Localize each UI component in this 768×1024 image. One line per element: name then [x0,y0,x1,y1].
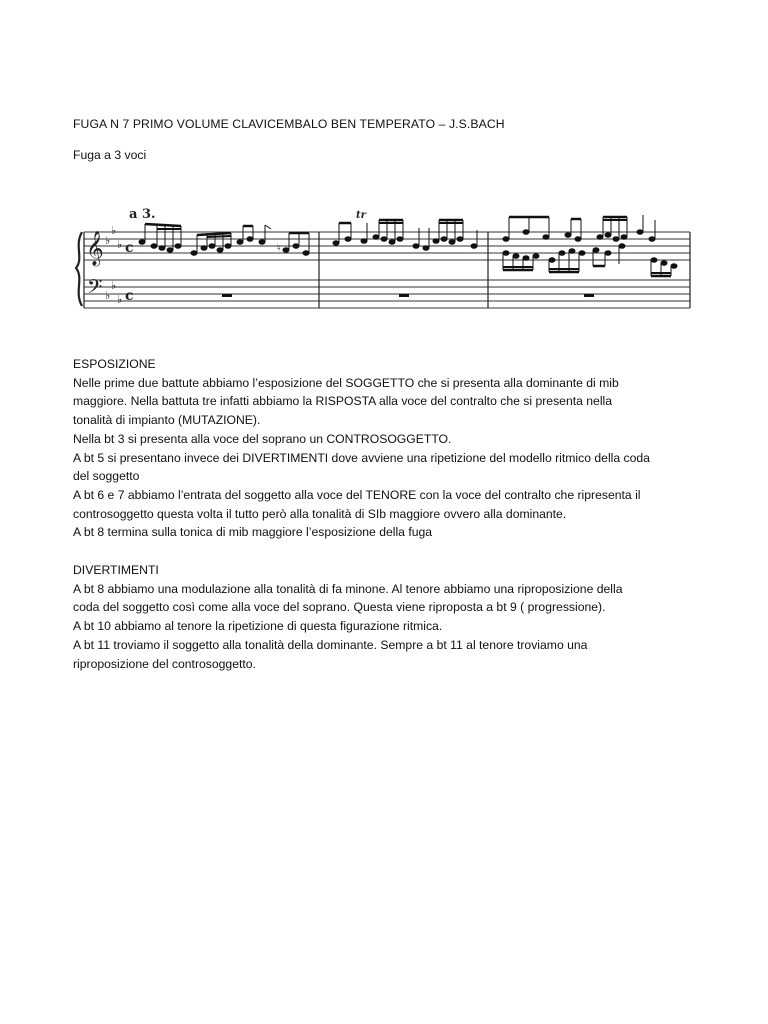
measure-1-notes [139,224,309,255]
paragraph-line: tonalità di impianto (MUTAZIONE). [73,413,261,428]
document-subtitle: Fuga a 3 voci [73,148,147,162]
paragraph-line: A bt 11 troviamo il soggetto alla tonalità della dominante. Sempre a bt 11 al tenore troviamo una [73,637,588,652]
paragraph-line: coda del soggetto così come alla voce del soprano. Questa viene riproposta a bt 9 ( progressione). [73,600,606,615]
svg-text:♭: ♭ [117,293,123,306]
paragraph-line: A bt 6 e 7 abbiamo l’entrata del soggetto alla voce del TENORE con la voce del contralto che ripresenta il [73,487,641,502]
key-signature-treble [105,224,122,251]
section-divertimenti [73,561,713,673]
section-esposizione [73,355,713,542]
bass-clef-icon: 𝄢 [87,275,103,303]
svg-text:♭: ♭ [105,289,111,302]
section-heading: ESPOSIZIONE [73,357,156,371]
trill-marking: tr [356,210,366,221]
svg-text:♭: ♭ [117,238,123,251]
paragraph-line: del soggetto [73,469,140,484]
whole-rest-measure-1 [222,294,232,297]
document-title: FUGA N 7 PRIMO VOLUME CLAVICEMBALO BEN TEMPERATO – J.S.BACH [73,117,505,131]
bass-staff [84,280,690,308]
paragraph-line: controsoggetto questa volta il tutto però alla tonalità di SIb maggiore ovvero alla dominante. [73,506,567,521]
svg-text:♭: ♭ [105,234,111,247]
paragraph-line: A bt 5 si presentano invece dei DIVERTIMENTI dove avviene una ripetizione del modello ritmico della coda [73,450,650,465]
barlines [84,232,690,308]
measure-3-notes [503,215,677,276]
svg-text:♭: ♭ [111,279,117,292]
svg-text:♮: ♮ [277,243,281,254]
whole-rest-measure-3 [584,294,594,297]
paragraph-line: A bt 10 abbiamo al tenore la ripetizione di questa figurazione ritmica. [73,619,443,634]
paragraph-line: Nella bt 3 si presenta alla voce del soprano un CONTROSOGGETTO. [73,431,452,446]
time-signature-treble: c [125,240,134,256]
paragraph-line: A bt 8 abbiamo una modulazione alla tonalità di fa minone. Al tenore abbiamo una riproposizione della [73,581,623,596]
key-signature-bass [105,279,122,306]
music-score-image [74,196,694,334]
section-heading: DIVERTIMENTI [73,563,159,577]
paragraph-line: A bt 8 termina sulla tonica di mib maggiore l’esposizione della fuga [73,525,433,540]
paragraph-line: maggiore. Nella battuta tre infatti abbiamo la RISPOSTA alla voce del contralto che si presenta nella [73,394,613,409]
svg-text:♭: ♭ [111,224,117,237]
score-voice-marking: a 3. [129,207,156,222]
time-signature-bass: c [125,288,134,304]
whole-rest-measure-2 [399,294,409,297]
score-brace [76,232,82,306]
paragraph-line: Nelle prime due battute abbiamo l’esposizione del SOGGETTO che si presenta alla dominante di mib [73,375,619,390]
paragraph-line: riproposizione del controsoggetto. [73,656,256,671]
treble-clef-icon: 𝄞 [86,231,104,266]
